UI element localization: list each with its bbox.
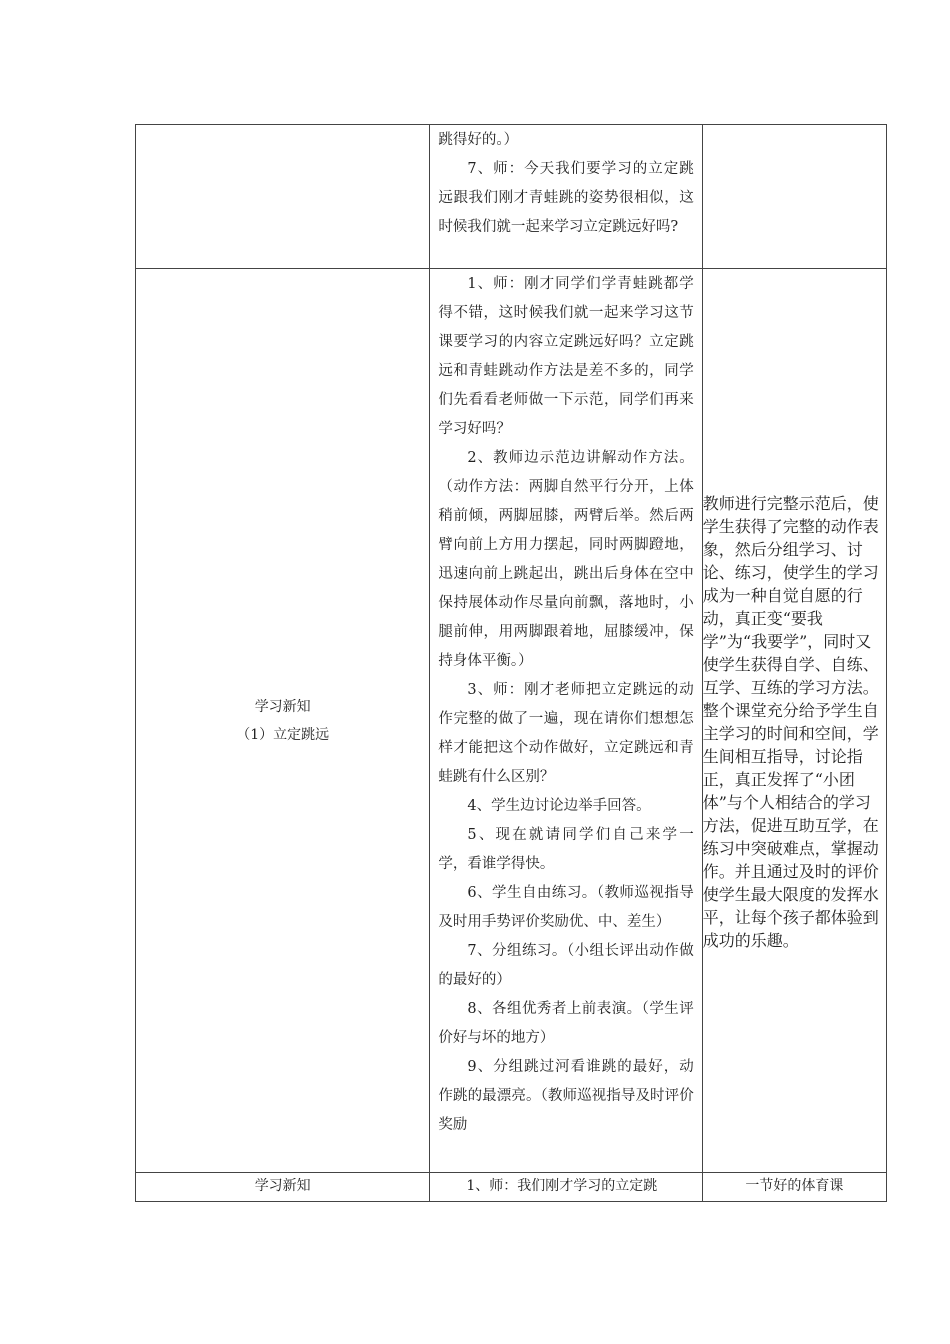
section-subtitle: （1）立定跳远: [236, 726, 330, 743]
activity-paragraph: 8、各组优秀者上前表演。（学生评价好与坏的地方）: [438, 1001, 694, 1046]
table-row: [136, 1173, 887, 1202]
table-row: [136, 125, 887, 269]
lesson-plan-table: [135, 124, 887, 1202]
section-cell: 学习新知: [136, 1173, 430, 1202]
note-cell: 一节好的体育课: [702, 1173, 886, 1202]
activity-paragraph: 跳得好的。）: [438, 132, 519, 148]
activity-cell: [430, 1173, 702, 1202]
section-cell: [136, 125, 430, 269]
activity-paragraph: 1、师：我们刚才学习的立定跳: [466, 1178, 658, 1194]
note-text: 教师进行完整示范后，使学生获得了完整的动作表象，然后分组学习、讨论、练习，使学生的学习成为一种自觉自愿的行动，真正变“要我学”为“我要学”，同时又使学生获得自学、自练、互学、互练的学习方法。整个课堂充分给予学生自主学习的时间和空间，学生间相互指导，讨论指正，真正发挥了“小团体”与个人相结合的学习方法，促进互助互学，在练习中突破难点，掌握动作。并且通过及时的评价使学生最大限度的发挥水平，让每个孩子都体验到成功的乐趣。: [702, 493, 879, 950]
activity-paragraph: 1、师：刚才同学们学青蛙跳都学得不错，这时候我们就一起来学习这节课要学习的内容立定跳远好吗？立定跳远和青蛙跳动作方法是差不多的，同学们先看看老师做一下示范，同学们再来学习好吗？: [438, 276, 694, 437]
note-cell: [702, 269, 886, 1173]
activity-paragraph: 7、师：今天我们要学习的立定跳远跟我们刚才青蛙跳的姿势很相似，这时候我们就一起来学习立定跳远好吗?: [438, 161, 694, 235]
note-cell: [702, 125, 886, 269]
activity-paragraph: 7、分组练习。（小组长评出动作做的最好的）: [438, 943, 694, 988]
activity-paragraph: 2、教师边示范边讲解动作方法。（动作方法：两脚自然平行分开，上体稍前倾，两脚屈膝，两臂后举。然后两臂向前上方用力摆起，同时两脚蹬地，迅速向前上跳起出，跳出后身体在空中保持展体动作尽量向前飘，落地时，小腿前伸，用两脚跟着地，屈膝缓冲，保持身体平衡。）: [438, 450, 694, 669]
activity-paragraph: 5、现在就请同学们自己来学一学，看谁学得快。: [438, 827, 694, 872]
activity-cell: [430, 269, 702, 1173]
table-row: [136, 269, 887, 1173]
activity-cell: [430, 125, 702, 269]
activity-paragraph: 6、学生自由练习。（教师巡视指导及时用手势评价奖励优、中、差生）: [438, 885, 694, 930]
activity-paragraph: 4、学生边讨论边举手回答。: [467, 798, 651, 814]
section-cell: [136, 269, 430, 1173]
activity-paragraph: 9、分组跳过河看谁跳的最好，动作跳的最漂亮。（教师巡视指导及时评价奖励: [438, 1059, 694, 1133]
section-title: 学习新知: [254, 698, 311, 715]
activity-paragraph: 3、师：刚才老师把立定跳远的动作完整的做了一遍，现在请你们想想怎样才能把这个动作做好，立定跳远和青蛙跳有什么区别？: [438, 682, 694, 785]
